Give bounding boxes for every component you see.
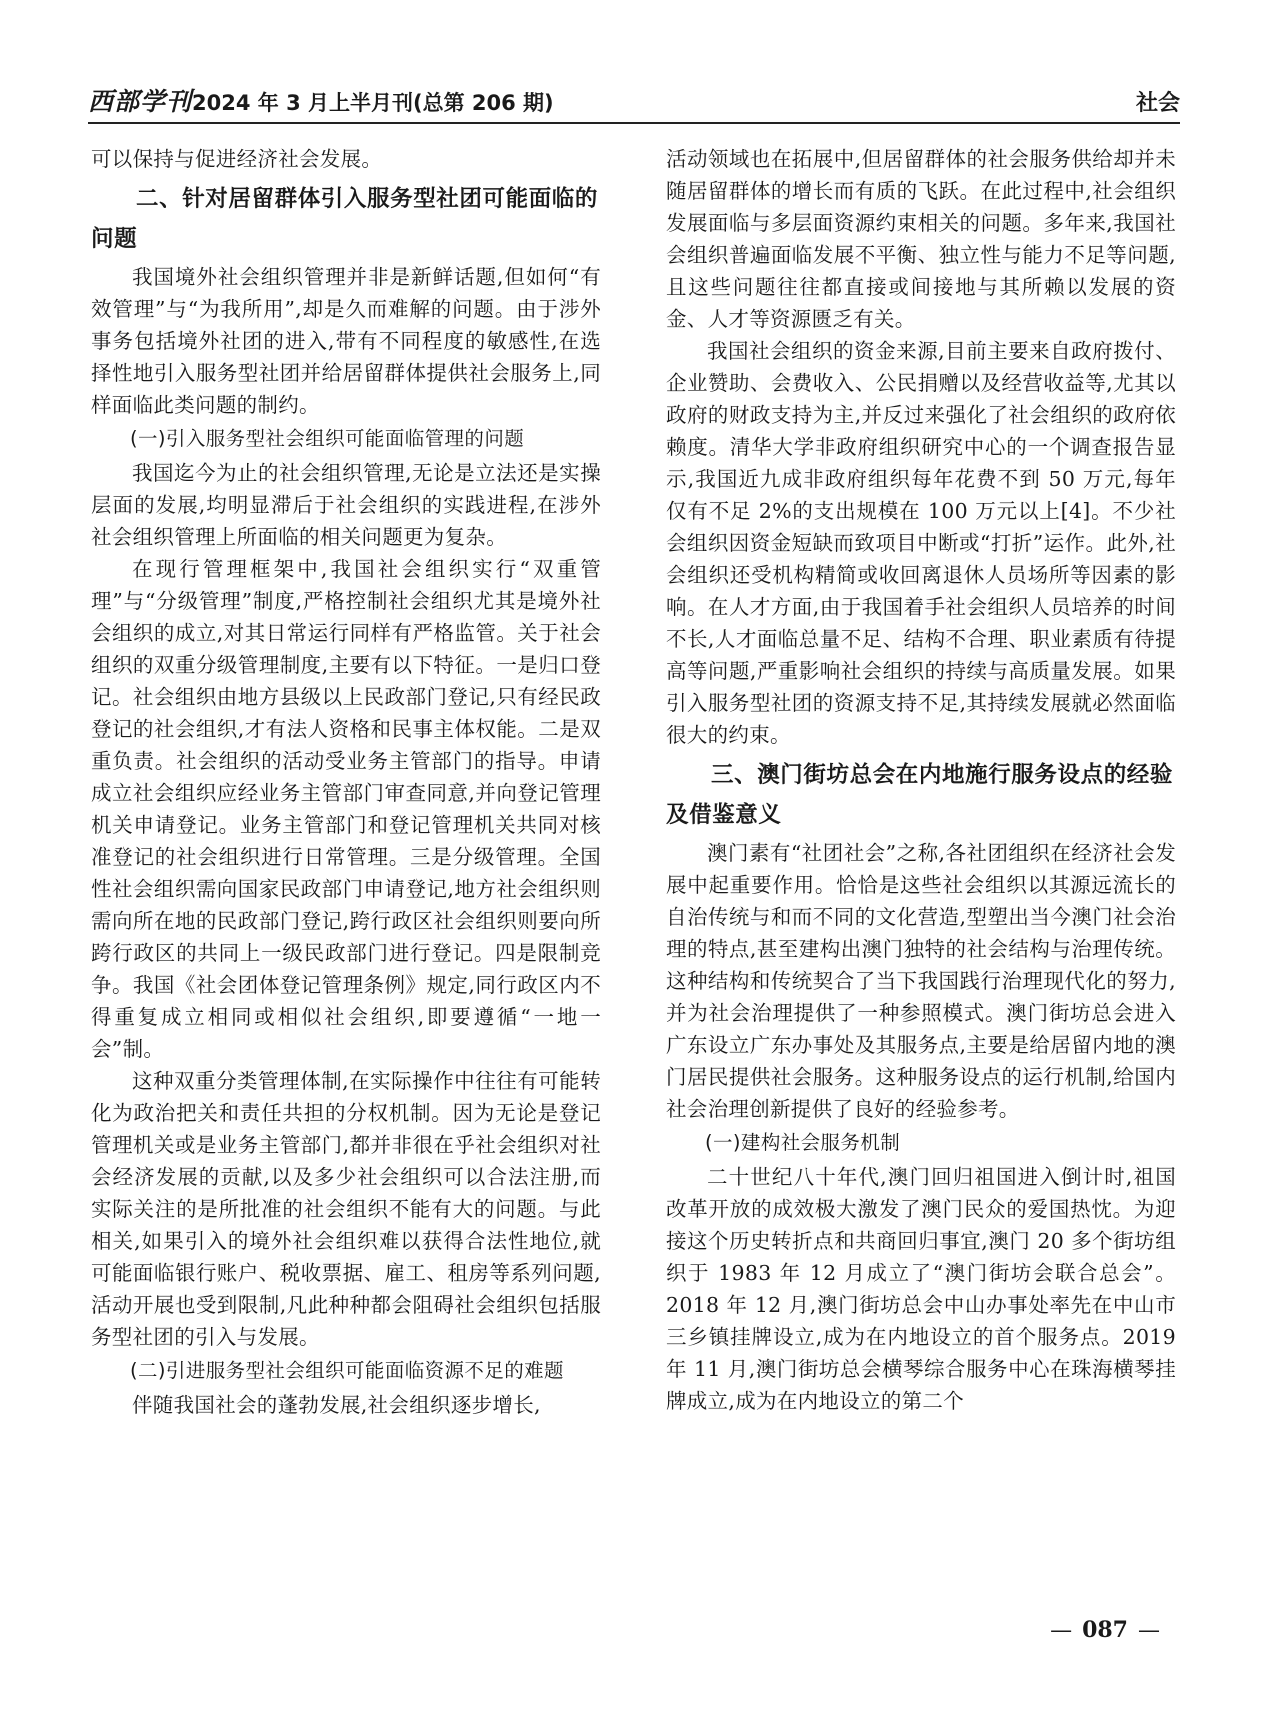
body-paragraph: 伴随我国社会的蓬勃发展,社会组织逐步增长,	[132, 1393, 541, 1417]
page-number: 087	[1082, 1617, 1128, 1643]
subsection-heading: (二)引进服务型社会组织可能面临资源不足的难题	[130, 1359, 564, 1382]
body-paragraph: 澳门素有“社团社会”之称,各社团组织在经济社会发展中起重要作用。恰恰是这些社会组织以其源远流长的自治传统与和而不同的文化营造,型塑出当今澳门社会治理的特点,甚至建构出澳门独特的社会结构与治理传统。这种结构和传统契合了当下我国践行治理现代化的努力,并为社会治理提供了一种参照模式。澳门街坊总会进入广东设立广东办事处及其服务点,主要是给居留内地的澳门居民提供社会服务。这种服务设点的运行机制,给国内社会治理创新提供了良好的经验参考。	[666, 841, 1176, 1121]
body-paragraph: 我国社会组织的资金来源,目前主要来自政府拨付、企业赞助、会费收入、公民捐赠以及经营收益等,尤其以政府的财政支持为主,并反过来强化了社会组织的政府依赖度。清华大学非政府组织研究中心的一个调查报告显示,我国近九成非政府组织每年花费不到 50 万元,每年仅有不足 2%的支出规模在 100 万元以上[4]。不少社会组织因资金短缺而致项目中断或“打折”运作。此外,社会组织还受机构精简或收回离退休人员场所等因素的影响。在人才方面,由于我国着手社会组织人员培养的时间不长,人才面临总量不足、结构不合理、职业素质有待提高等问题,严重影响社会组织的持续与高质量发展。如果引入服务型社团的资源支持不足,其持续发展就必然面临很大的约束。	[666, 339, 1176, 747]
journal-logo: 西部学刊	[88, 87, 193, 116]
subsection-heading: (一)引入服务型社会组织可能面临管理的问题	[130, 427, 525, 450]
section-heading: 三、澳门街坊总会在内地施行服务设点的经验及借鉴意义	[666, 762, 1174, 828]
footer-dash-left: —	[1050, 1618, 1073, 1643]
section-label: 社会	[1135, 91, 1180, 116]
body-paragraph: 活动领域也在拓展中,但居留群体的社会服务供给却并未随居留群体的增长而有质的飞跃。在此过程中,社会组织发展面临与多层面资源约束相关的问题。多年来,我国社会组织普遍面临发展不平衡、独立性与能力不足等问题,且这些问题往往都直接或间接地与其所赖以发展的资金、人才等资源匮乏有关。	[666, 147, 1176, 331]
running-header	[88, 84, 1180, 124]
page-number-footer	[1040, 1617, 1170, 1643]
subsection-heading: (一)建构社会服务机制	[705, 1131, 901, 1154]
left-column	[91, 143, 601, 1421]
body-paragraph: 可以保持与促进经济社会发展。	[91, 147, 383, 171]
body-paragraph: 这种双重分类管理体制,在实际操作中往往有可能转化为政治把关和责任共担的分权机制。因为无论是登记管理机关或是业务主管部门,都并非很在乎社会组织对社会经济发展的贡献,以及多少社会组织可以合法注册,而实际关注的是所批准的社会组织不能有大的问题。与此相关,如果引入的境外社会组织难以获得合法性地位,就可能面临银行账户、税收票据、雇工、租房等系列问题,活动开展也受到限制,凡此种种都会阻碍社会组织包括服务型社团的引入与发展。	[91, 1069, 601, 1349]
right-column	[666, 143, 1176, 1417]
section-heading: 二、针对居留群体引入服务型社团可能面临的问题	[91, 186, 599, 252]
issue-info: 2024 年 3 月上半月刊(总第 206 期)	[192, 91, 554, 115]
body-paragraph: 在现行管理框架中,我国社会组织实行“双重管理”与“分级管理”制度,严格控制社会组织尤其是境外社会组织的成立,对其日常运行同样有严格监管。关于社会组织的双重分级管理制度,主要有以下特征。一是归口登记。社会组织由地方县级以上民政部门登记,只有经民政登记的社会组织,才有法人资格和民事主体权能。二是双重负责。社会组织的活动受业务主管部门的指导。申请成立社会组织应经业务主管部门审查同意,并向登记管理机关申请登记。业务主管部门和登记管理机关共同对核准登记的社会组织进行日常管理。三是分级管理。全国性社会组织需向国家民政部门申请登记,地方社会组织则需向所在地的民政部门登记,跨行政区社会组织则要向所跨行政区的共同上一级民政部门进行登记。四是限制竞争。我国《社会团体登记管理条例》规定,同行政区内不得重复成立相同或相似社会组织,即要遵循“一地一会”制。	[91, 557, 601, 1061]
body-paragraph: 我国境外社会组织管理并非是新鲜话题,但如何“有效管理”与“为我所用”,却是久而难解的问题。由于涉外事务包括境外社团的进入,带有不同程度的敏感性,在选择性地引入服务型社团并给居留群体提供社会服务上,同样面临此类问题的制约。	[91, 265, 601, 417]
footer-dash-right: —	[1138, 1618, 1160, 1643]
body-paragraph: 我国迄今为止的社会组织管理,无论是立法还是实操层面的发展,均明显滞后于社会组织的实践进程,在涉外社会组织管理上所面临的相关问题更为复杂。	[91, 461, 601, 549]
body-paragraph: 二十世纪八十年代,澳门回归祖国进入倒计时,祖国改革开放的成效极大激发了澳门民众的爱国热忱。为迎接这个历史转折点和共商回归事宜,澳门 20 多个街坊组织于 1983 年 12 月成立了“澳门街坊会联合总会”。2018 年 12 月,澳门街坊总会中山办事处率先在中山市三乡镇挂牌设立,成为在内地设立的首个服务点。2019 年 11 月,澳门街坊总会横琴综合服务中心在珠海横琴挂牌成立,成为在内地设立的第二个	[666, 1165, 1176, 1413]
